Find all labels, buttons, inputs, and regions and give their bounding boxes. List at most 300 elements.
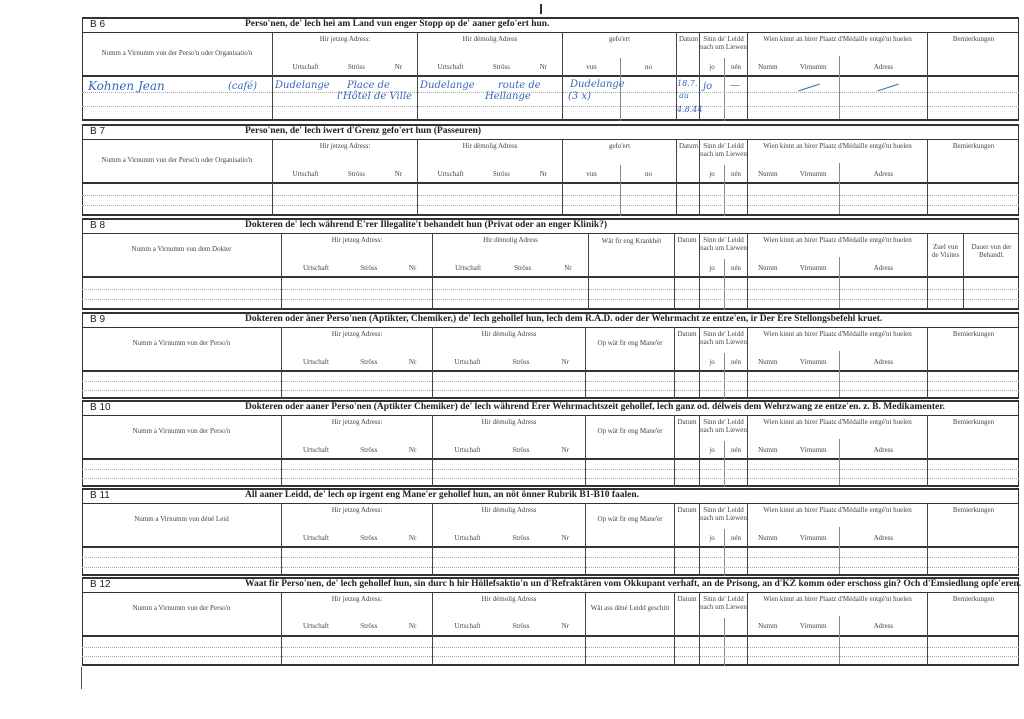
- column-sublabel: nén: [730, 170, 742, 178]
- column-1[interactable]: [281, 327, 432, 399]
- column-5[interactable]: [699, 503, 747, 576]
- column-sublabel: Numm: [758, 534, 778, 542]
- row-line: [589, 299, 674, 300]
- handwritten-date-end: 4.8.44: [677, 105, 703, 114]
- column-label: Sinn de' Leidd nach um Liewen: [700, 330, 747, 346]
- handwritten-current-street-2: l'Hôtel de Ville: [337, 91, 413, 102]
- column-label: Op wät fir eng Mane'er: [597, 515, 663, 523]
- handwritten-former-street: route de: [498, 80, 541, 91]
- column-label: Datum: [677, 236, 697, 244]
- column-6[interactable]: [747, 327, 927, 399]
- row-line: [677, 195, 699, 196]
- row-line: [433, 469, 585, 470]
- column-label: gefo'ert: [608, 35, 631, 43]
- column-sublabel: jo: [709, 264, 715, 272]
- column-sublabel: Nr: [394, 63, 403, 71]
- column-header: [928, 32, 1019, 77]
- row-line: [928, 656, 1019, 657]
- row-line: [273, 205, 417, 206]
- column-sublabel: Virnumm: [799, 170, 827, 178]
- section-title-bar: [82, 124, 1019, 140]
- handwritten-former-town: Dudelange: [420, 80, 475, 91]
- column-2[interactable]: [432, 233, 588, 310]
- top-center-mark: [540, 4, 542, 14]
- row-line: [675, 390, 699, 391]
- column-7[interactable]: [927, 32, 1019, 121]
- column-7[interactable]: [927, 327, 1019, 399]
- row-line: [928, 195, 1019, 196]
- handwritten-date-au: au: [679, 91, 689, 100]
- column-sublabel: Nr: [564, 264, 572, 272]
- row-line: [928, 557, 1019, 558]
- column-sublabel: Nr: [561, 446, 570, 454]
- column-label: Op wät fir eng Mane'er: [597, 339, 663, 347]
- section-id: B 10: [90, 402, 111, 413]
- column-header: [433, 327, 585, 372]
- column-header: [82, 415, 281, 460]
- row-line: [928, 205, 1019, 206]
- column-7[interactable]: [927, 503, 1019, 576]
- column-7[interactable]: [927, 139, 1019, 216]
- column-label: Sinn de' Leidd nach um Liewen: [700, 506, 747, 522]
- row-line: [82, 390, 281, 391]
- column-2[interactable]: [417, 139, 562, 216]
- row-line: [433, 557, 585, 558]
- section-title: Dokteren oder äner Perso'nen (Aptikter, Chemiker,) de' lech gehollef hun, lech dem R.A.D. oder der Wehrmacht ze entze'en, ir Der Ere Stellongsbefehl kruet.: [245, 314, 883, 324]
- row-line: [700, 557, 747, 558]
- column-divider: [724, 58, 725, 121]
- column-4[interactable]: [676, 139, 699, 216]
- column-2[interactable]: [432, 327, 585, 399]
- column-sublabel: Virnumm: [799, 622, 827, 630]
- column-label: Hir dèmolig Adress: [462, 35, 518, 43]
- row-line: [563, 195, 676, 196]
- column-label: gefo'ert: [608, 142, 631, 150]
- column-label: Wien kinnt an hirer Plaatz d'Médaille entgé'nt huelen: [763, 35, 912, 43]
- column-sublabel: jo: [709, 358, 715, 366]
- row-line: [282, 381, 432, 382]
- column-label: Wien kinnt an hirer Plaatz d'Médaille entgé'nt huelen: [763, 595, 912, 603]
- section-title-bar: [82, 488, 1019, 504]
- column-label: Wien kinnt an hirer Plaatz d'Médaille entgé'nt huelen: [763, 142, 912, 150]
- column-header: [82, 233, 281, 278]
- column-sublabel: nén: [730, 264, 742, 272]
- row-line: [586, 557, 674, 558]
- column-header: [677, 139, 699, 184]
- column-sublabel: Ströss: [347, 63, 365, 71]
- column-header: [82, 32, 272, 77]
- section-id: B 12: [90, 579, 111, 590]
- column-sublabel: Urtschaft: [437, 170, 464, 178]
- column-header: [282, 233, 432, 278]
- row-line: [675, 289, 699, 290]
- column-label: Datum: [679, 142, 699, 150]
- column-sublabel: Nr: [561, 622, 570, 630]
- column-label: Wien kinnt an hirer Plaatz d'Médaille entgé'nt huelen: [763, 418, 912, 426]
- row-line: [748, 390, 927, 391]
- column-label: Dauer vun der Behandl.: [971, 243, 1012, 259]
- column-1[interactable]: [272, 139, 417, 216]
- column-sublabel: Ströss: [512, 534, 530, 542]
- row-line: [433, 567, 585, 568]
- column-5[interactable]: [699, 415, 747, 487]
- row-line: [675, 478, 699, 479]
- row-line: [700, 647, 747, 648]
- column-label: Hir jetzeg Adress:: [319, 142, 371, 150]
- column-sublabel: Numm: [758, 170, 778, 178]
- column-header: [282, 415, 432, 460]
- row-line: [964, 299, 1019, 300]
- column-6[interactable]: [747, 415, 927, 487]
- column-header: [675, 327, 699, 372]
- column-sublabel: Ströss: [347, 170, 365, 178]
- section-title: Dokteren de' lech während E'rer Illegalite't behandelt hun (Privat oder an enger Klinik?): [245, 220, 608, 230]
- row-line: [700, 478, 747, 479]
- column-6[interactable]: [747, 503, 927, 576]
- column-sublabel: jo: [709, 63, 715, 71]
- column-label: Numm a Virnumm vun der Perso'n: [132, 339, 231, 347]
- column-header: [433, 233, 588, 278]
- column-7[interactable]: [927, 233, 963, 310]
- column-label: Wät ass déné Leidd geschitt: [590, 604, 670, 612]
- row-line: [282, 557, 432, 558]
- row-line: [748, 299, 927, 300]
- column-sublabel: vun: [586, 170, 597, 178]
- column-sublabel: Numm: [758, 446, 778, 454]
- row-line: [433, 478, 585, 479]
- row-line: [418, 106, 562, 107]
- column-header: [589, 233, 674, 278]
- column-sublabel: Adress: [873, 264, 894, 272]
- column-label: Datum: [677, 506, 697, 514]
- row-line: [282, 469, 432, 470]
- row-line: [677, 205, 699, 206]
- column-6[interactable]: [747, 233, 927, 310]
- section-b7: [82, 124, 1019, 216]
- row-line: [418, 205, 562, 206]
- column-label: Datum: [679, 35, 699, 43]
- column-header: [964, 233, 1019, 278]
- column-5[interactable]: [699, 233, 747, 310]
- column-sublabel: nén: [730, 358, 742, 366]
- column-header: [433, 592, 585, 637]
- column-divider: [839, 56, 840, 119]
- column-label: Bemierkungen: [952, 595, 995, 603]
- row-line: [675, 567, 699, 568]
- section-id: B 7: [90, 126, 106, 137]
- column-sublabel: no: [645, 170, 652, 178]
- column-sublabel: jo: [709, 534, 715, 542]
- column-label: Numm a Virnumm vun der Perso'n oder Organisatio'n: [101, 49, 253, 57]
- row-line: [82, 567, 281, 568]
- column-1[interactable]: [272, 32, 417, 121]
- column-5[interactable]: [699, 139, 747, 216]
- column-label: Sinn de' Leidd nach um Liewen: [700, 236, 747, 252]
- row-line: [928, 381, 1019, 382]
- row-line: [748, 469, 927, 470]
- column-3[interactable]: [585, 415, 674, 487]
- column-2[interactable]: [432, 503, 585, 576]
- row-line: [700, 656, 747, 657]
- column-label: Hir dèmolig Adress: [481, 506, 537, 514]
- column-sublabel: Ströss: [360, 622, 378, 630]
- column-sublabel: Nr: [408, 358, 417, 366]
- column-divider: [724, 165, 725, 216]
- column-sublabel: nén: [730, 534, 742, 542]
- handwritten-from: Dudelange: [570, 79, 625, 90]
- column-sublabel: Nr: [394, 170, 403, 178]
- column-divider: [839, 257, 840, 308]
- section-b12: [82, 577, 1022, 666]
- column-label: Wien kinnt an hirer Plaatz d'Médaille entgé'nt huelen: [763, 236, 912, 244]
- column-sublabel: Nr: [408, 264, 417, 272]
- row-line: [675, 557, 699, 558]
- row-line: [82, 195, 272, 196]
- column-divider: [724, 259, 725, 310]
- column-sublabel: Urtschaft: [302, 264, 329, 272]
- row-line: [82, 557, 281, 558]
- row-line: [433, 390, 585, 391]
- row-line: [563, 205, 676, 206]
- column-8[interactable]: [963, 233, 1019, 310]
- column-sublabel: Nr: [539, 170, 548, 178]
- row-line: [928, 469, 1019, 470]
- handwritten-from-count: (3 x): [568, 91, 591, 102]
- column-sublabel: Adress: [873, 170, 894, 178]
- column-sublabel: Ströss: [514, 264, 532, 272]
- column-label: Hir jetzeg Adress:: [331, 236, 383, 244]
- column-label: Hir dèmolig Adress: [483, 236, 538, 244]
- column-2[interactable]: [417, 32, 562, 121]
- column-3[interactable]: [588, 233, 674, 310]
- column-sublabel: jo: [709, 170, 715, 178]
- column-label: Sinn de' Leidd nach um Liewen: [700, 595, 747, 611]
- column-sublabel: Ströss: [360, 358, 378, 366]
- column-4[interactable]: [674, 415, 699, 487]
- column-sublabel: Virnumm: [799, 534, 827, 542]
- column-sublabel: Ströss: [492, 170, 510, 178]
- column-header: [675, 233, 699, 278]
- section-id: B 8: [90, 220, 106, 231]
- column-divider: [724, 353, 725, 399]
- column-1[interactable]: [281, 592, 432, 666]
- column-header: [273, 32, 417, 77]
- column-header: [677, 32, 699, 77]
- section-b6: [82, 17, 1019, 121]
- column-sublabel: Urtschaft: [454, 622, 481, 630]
- column-7[interactable]: [927, 592, 1019, 666]
- column-sublabel: Numm: [758, 622, 778, 630]
- row-line: [700, 381, 747, 382]
- column-label: Numm a Virnumm vun der Perso'n: [132, 604, 231, 612]
- row-line: [700, 299, 747, 300]
- column-sublabel: Nr: [561, 358, 570, 366]
- handwritten-current-town: Dudelange: [275, 80, 330, 91]
- column-label: Sinn de' Leidd nach um Liewen: [700, 418, 747, 434]
- column-header: [928, 592, 1019, 637]
- column-0[interactable]: [82, 233, 281, 310]
- column-header: [273, 139, 417, 184]
- column-sublabel: Adress: [873, 622, 894, 630]
- column-header: [928, 233, 963, 278]
- column-label: Datum: [677, 418, 697, 426]
- column-label: Hir dèmolig Adress: [462, 142, 518, 150]
- column-sublabel: Nr: [561, 534, 570, 542]
- column-sublabel: vun: [586, 63, 597, 71]
- column-label: Sinn de' Leidd nach um Liewen: [700, 142, 747, 158]
- column-4[interactable]: [674, 592, 699, 666]
- column-5[interactable]: [699, 32, 747, 121]
- row-line: [82, 299, 281, 300]
- row-line: [433, 656, 585, 657]
- column-sublabel: Urtschaft: [454, 446, 481, 454]
- column-header: [82, 327, 281, 372]
- column-1[interactable]: [281, 415, 432, 487]
- row-line: [928, 478, 1019, 479]
- column-divider: [620, 165, 621, 216]
- column-sublabel: Numm: [758, 63, 778, 71]
- column-header: [418, 139, 562, 184]
- column-sublabel: Virnumm: [799, 264, 827, 272]
- column-2[interactable]: [432, 592, 585, 666]
- row-line: [964, 289, 1019, 290]
- section-title-bar: [82, 577, 1022, 593]
- row-line: [700, 390, 747, 391]
- column-sublabel: Ströss: [512, 446, 530, 454]
- column-label: Datum: [677, 330, 697, 338]
- column-header: [282, 503, 432, 548]
- column-label: Numm a Virnumm vun der Perso'n oder Organisatio'n: [101, 156, 253, 164]
- column-label: Hir dèmolig Adress: [481, 418, 537, 426]
- column-label: Hir dèmolig Adress: [481, 595, 537, 603]
- column-sublabel: Urtschaft: [437, 63, 464, 71]
- column-6[interactable]: [747, 592, 927, 666]
- column-5[interactable]: [699, 327, 747, 399]
- column-0[interactable]: [82, 592, 281, 666]
- column-4[interactable]: [674, 233, 699, 310]
- row-line: [928, 299, 963, 300]
- column-0[interactable]: [82, 503, 281, 576]
- row-line: [586, 567, 674, 568]
- column-label: Bemierkungen: [952, 35, 995, 43]
- section-id: B 9: [90, 314, 106, 325]
- row-line: [82, 106, 272, 107]
- column-4[interactable]: [674, 327, 699, 399]
- column-header: [928, 415, 1019, 460]
- column-4[interactable]: [674, 503, 699, 576]
- column-header: [82, 139, 272, 184]
- section-b11: [82, 488, 1019, 576]
- column-label: Datum: [677, 595, 697, 603]
- column-header: [586, 592, 674, 637]
- section-title: Perso'nen, de' lech iwert d'Grenz gefo'ert hun (Passeuren): [245, 126, 482, 136]
- row-line: [928, 106, 1019, 107]
- column-header: [928, 139, 1019, 184]
- column-header: [748, 503, 927, 548]
- row-line: [586, 469, 674, 470]
- column-3[interactable]: [585, 592, 674, 666]
- row-line: [282, 656, 432, 657]
- column-sublabel: Adress: [873, 358, 894, 366]
- row-line: [589, 289, 674, 290]
- row-line: [700, 469, 747, 470]
- column-3[interactable]: [585, 327, 674, 399]
- column-sublabel: Virnumm: [799, 446, 827, 454]
- column-divider: [724, 441, 725, 487]
- section-id: B 6: [90, 19, 106, 30]
- section-b9: [82, 312, 1019, 399]
- handwritten-former-street-2: Hellange: [485, 91, 531, 102]
- row-line: [586, 478, 674, 479]
- column-6[interactable]: [747, 139, 927, 216]
- column-sublabel: Urtschaft: [302, 534, 329, 542]
- column-label: Hir jetzeg Adress:: [331, 506, 383, 514]
- column-sublabel: Urtschaft: [454, 534, 481, 542]
- column-label: Numm a Virnumm vun dem Dokter: [131, 245, 232, 253]
- column-0[interactable]: [82, 415, 281, 487]
- row-line: [675, 647, 699, 648]
- column-sublabel: Urtschaft: [454, 358, 481, 366]
- column-0[interactable]: [82, 139, 272, 216]
- column-sublabel: no: [645, 63, 652, 71]
- column-7[interactable]: [927, 415, 1019, 487]
- row-line: [675, 381, 699, 382]
- column-3[interactable]: [562, 139, 676, 216]
- column-sublabel: Urtschaft: [455, 264, 482, 272]
- row-line: [748, 557, 927, 558]
- column-sublabel: Urtschaft: [292, 170, 319, 178]
- column-3[interactable]: [562, 32, 676, 121]
- section-title: Dokteren oder aaner Perso'nen (Aptikter Chemiker) de' lech während Erer Wehrmachtszeit gehollef, lech ganz od. délweis dem Wehrzwang ze entze'en. z. B. Medikamenter.: [245, 402, 945, 412]
- column-header: [433, 503, 585, 548]
- column-label: Bemierkungen: [952, 506, 995, 514]
- column-sublabel: Adress: [873, 534, 894, 542]
- column-header: [748, 139, 927, 184]
- section-b8: [82, 218, 1019, 310]
- row-line: [82, 381, 281, 382]
- row-line: [433, 299, 588, 300]
- column-label: Numm a Virnumm vun déné Leid: [134, 515, 229, 523]
- row-line: [748, 381, 927, 382]
- column-sublabel: Adress: [873, 446, 894, 454]
- column-label: Bemierkungen: [952, 418, 995, 426]
- row-line: [82, 647, 281, 648]
- column-2[interactable]: [432, 415, 585, 487]
- column-3[interactable]: [585, 503, 674, 576]
- column-0[interactable]: [82, 327, 281, 399]
- row-line: [675, 469, 699, 470]
- column-divider: [839, 163, 840, 214]
- row-line: [273, 106, 417, 107]
- section-id: B 11: [90, 490, 110, 501]
- column-label: Wien kinnt an hirer Plaatz d'Médaille entgé'nt huelen: [763, 330, 912, 338]
- column-header: [586, 415, 674, 460]
- column-label: Wät fir eng Krankhét: [601, 237, 662, 245]
- column-1[interactable]: [281, 233, 432, 310]
- column-header: [675, 503, 699, 548]
- column-sublabel: Ströss: [492, 63, 510, 71]
- section-title: Perso'nen, de' lech hei am Land vun enger Stopp op de' aaner gefo'ert hun.: [245, 19, 550, 29]
- column-0[interactable]: [82, 32, 272, 121]
- column-1[interactable]: [281, 503, 432, 576]
- column-sublabel: nén: [730, 63, 742, 71]
- row-line: [82, 469, 281, 470]
- column-header: [675, 415, 699, 460]
- column-5[interactable]: [699, 592, 747, 666]
- handwritten-no: —: [730, 80, 740, 91]
- column-6[interactable]: [747, 32, 927, 121]
- column-divider: [724, 618, 725, 666]
